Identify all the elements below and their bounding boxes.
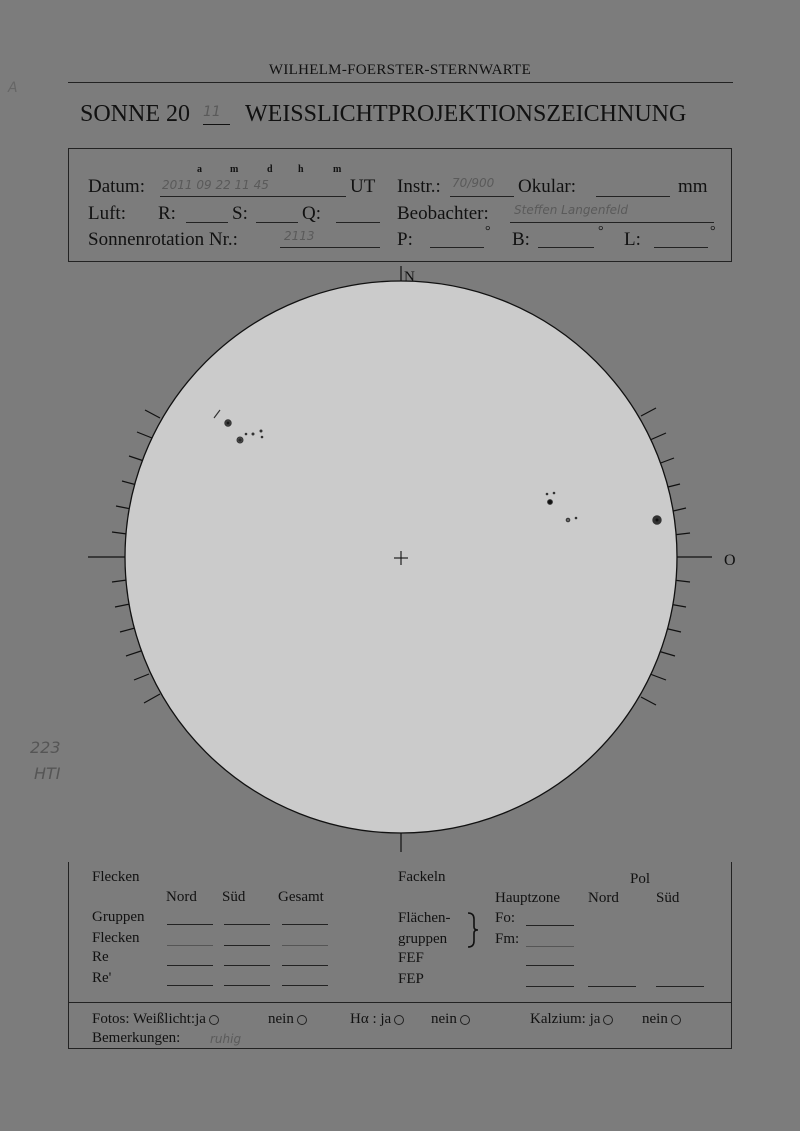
fep-label: FEP bbox=[398, 971, 424, 987]
rotation-value: 2113 bbox=[284, 229, 315, 243]
gruppen-label: Gruppen bbox=[92, 909, 145, 925]
instr-label: Instr.: bbox=[397, 176, 441, 197]
datum-label: Datum: bbox=[88, 176, 145, 197]
beobachter-value: Steffen Langenfeld bbox=[514, 203, 628, 217]
fotos-kalzium-nein bbox=[642, 1011, 681, 1028]
halpha-ja-checkbox[interactable] bbox=[394, 1015, 404, 1025]
gruppen2-label: gruppen bbox=[398, 931, 448, 947]
flecken-heading: Flecken bbox=[92, 869, 140, 885]
fep-hauptzone-line bbox=[526, 986, 574, 987]
north-label: N bbox=[404, 269, 415, 285]
nein1-label: nein bbox=[268, 1011, 294, 1027]
tick bbox=[641, 408, 656, 416]
l-label: L: bbox=[624, 229, 641, 250]
brace-icon bbox=[466, 911, 480, 949]
fotos-label: Fotos: Weißlicht:ja bbox=[92, 1011, 206, 1027]
kalzium-label: Kalzium: ja bbox=[530, 1011, 601, 1027]
sued-header: Süd bbox=[222, 889, 246, 905]
sunspot bbox=[260, 430, 262, 432]
sunspot bbox=[553, 492, 555, 494]
sunspot bbox=[655, 518, 659, 522]
hauptzone-header: Hauptzone bbox=[495, 890, 560, 906]
q-label: Q: bbox=[302, 203, 321, 224]
tick bbox=[112, 580, 127, 582]
gesamt-header: Gesamt bbox=[278, 889, 324, 905]
tick bbox=[145, 410, 160, 418]
datum-sup-minute: m bbox=[333, 164, 342, 175]
halpha-nein-checkbox[interactable] bbox=[460, 1015, 470, 1025]
re-prime-sued-line bbox=[224, 985, 270, 986]
flecken-nord-line bbox=[167, 945, 213, 946]
tick bbox=[115, 604, 130, 607]
mm-label: mm bbox=[678, 176, 708, 197]
fotos-halpha bbox=[350, 1011, 404, 1028]
stats-box-left-border bbox=[68, 862, 69, 1049]
bemerkungen-label: Bemerkungen: bbox=[92, 1030, 181, 1046]
flecken-gesamt-line bbox=[282, 945, 328, 946]
b-degree: ° bbox=[598, 224, 604, 239]
gruppen-gesamt-line bbox=[282, 924, 328, 925]
margin-note-top: A bbox=[8, 80, 18, 96]
tick bbox=[129, 456, 144, 461]
b-label: B: bbox=[512, 229, 530, 250]
fef-label: FEF bbox=[398, 950, 424, 966]
sunspot bbox=[546, 493, 548, 495]
re-label: Re bbox=[92, 949, 109, 965]
p-label: P: bbox=[397, 229, 413, 250]
l-degree: ° bbox=[710, 224, 716, 239]
re-sued-line bbox=[224, 965, 270, 966]
sunspot bbox=[575, 517, 577, 519]
stats-box-right-border bbox=[731, 862, 732, 1049]
tick bbox=[112, 532, 127, 534]
datum-sup-year: a bbox=[197, 164, 202, 175]
year-handwritten: 11 bbox=[203, 104, 221, 120]
tick bbox=[137, 432, 152, 438]
nord-header: Nord bbox=[166, 889, 197, 905]
fotos-weisslicht-nein bbox=[268, 1011, 307, 1028]
datum-value: 2011 09 22 11 45 bbox=[162, 178, 269, 192]
tick bbox=[650, 674, 666, 680]
datum-sup-hour: h bbox=[298, 164, 304, 175]
tick bbox=[134, 674, 149, 680]
form-title: WEISSLICHTPROJEKTIONSZEICHNUNG bbox=[245, 101, 687, 127]
east-label: O bbox=[724, 552, 736, 569]
halpha-label: Hα : ja bbox=[350, 1011, 392, 1027]
rotation-label: Sonnenrotation Nr.: bbox=[88, 229, 238, 250]
nein3-label: nein bbox=[642, 1011, 668, 1027]
tick bbox=[126, 651, 141, 656]
flecken-row-label: Flecken bbox=[92, 930, 140, 946]
fef-line bbox=[526, 965, 574, 966]
kalzium-ja-checkbox[interactable] bbox=[603, 1015, 613, 1025]
tick bbox=[120, 628, 135, 632]
re-prime-label: Re' bbox=[92, 970, 112, 986]
datum-sup-month: m bbox=[230, 164, 239, 175]
flecken-sued-line bbox=[224, 945, 270, 946]
re-nord-line bbox=[167, 965, 213, 966]
margin-note-code: HTI bbox=[34, 764, 61, 783]
sunspot bbox=[548, 500, 553, 505]
nein2-label: nein bbox=[431, 1011, 457, 1027]
pol-sued-header: Süd bbox=[656, 890, 680, 906]
bemerkungen-value: ruhig bbox=[210, 1032, 242, 1046]
sunspot bbox=[566, 518, 570, 522]
kalzium-nein-checkbox[interactable] bbox=[671, 1015, 681, 1025]
pol-heading: Pol bbox=[630, 871, 651, 887]
fo-label: Fo: bbox=[495, 910, 516, 926]
luft-label: Luft: bbox=[88, 203, 126, 224]
fm-label: Fm: bbox=[495, 931, 520, 947]
sunspot bbox=[261, 436, 263, 438]
stats-box-bottom bbox=[68, 1048, 732, 1049]
re-prime-nord-line bbox=[167, 985, 213, 986]
fo-line bbox=[526, 925, 574, 926]
tick bbox=[650, 433, 666, 440]
sunspot bbox=[245, 433, 247, 435]
fep-nord-line bbox=[588, 986, 636, 987]
s-label: S: bbox=[232, 203, 248, 224]
flaechen-label: Flächen- bbox=[398, 910, 451, 926]
gruppen-sued-line bbox=[224, 924, 270, 925]
fotos-weisslicht bbox=[92, 1011, 219, 1028]
stats-box-divider bbox=[68, 1002, 732, 1003]
r-label: R: bbox=[158, 203, 176, 224]
sunspot bbox=[227, 422, 230, 425]
sunspot bbox=[252, 433, 254, 435]
re-prime-gesamt-line bbox=[282, 985, 328, 986]
weisslicht-ja-checkbox[interactable] bbox=[209, 1015, 219, 1025]
margin-note-number: 223 bbox=[30, 738, 61, 757]
p-degree: ° bbox=[485, 224, 491, 239]
re-gesamt-line bbox=[282, 965, 328, 966]
beobachter-label: Beobachter: bbox=[397, 203, 489, 224]
okular-label: Okular: bbox=[518, 176, 577, 197]
tick bbox=[641, 697, 656, 705]
datum-sup-day: d bbox=[267, 164, 273, 175]
gruppen-nord-line bbox=[167, 924, 213, 925]
weisslicht-nein-checkbox[interactable] bbox=[297, 1015, 307, 1025]
sunspot bbox=[239, 439, 242, 442]
instr-value: 70/900 bbox=[452, 176, 495, 190]
fm-line bbox=[526, 946, 574, 947]
pol-nord-header: Nord bbox=[588, 890, 619, 906]
ut-label: UT bbox=[350, 176, 376, 197]
fotos-halpha-nein bbox=[431, 1011, 470, 1028]
fackeln-heading: Fackeln bbox=[398, 869, 446, 885]
fotos-kalzium bbox=[530, 1011, 613, 1028]
observatory-name: WILHELM-FOERSTER-STERNWARTE bbox=[268, 62, 532, 78]
fep-sued-line bbox=[656, 986, 704, 987]
sonne-prefix: SONNE 20 bbox=[80, 101, 191, 127]
tick bbox=[144, 694, 160, 703]
